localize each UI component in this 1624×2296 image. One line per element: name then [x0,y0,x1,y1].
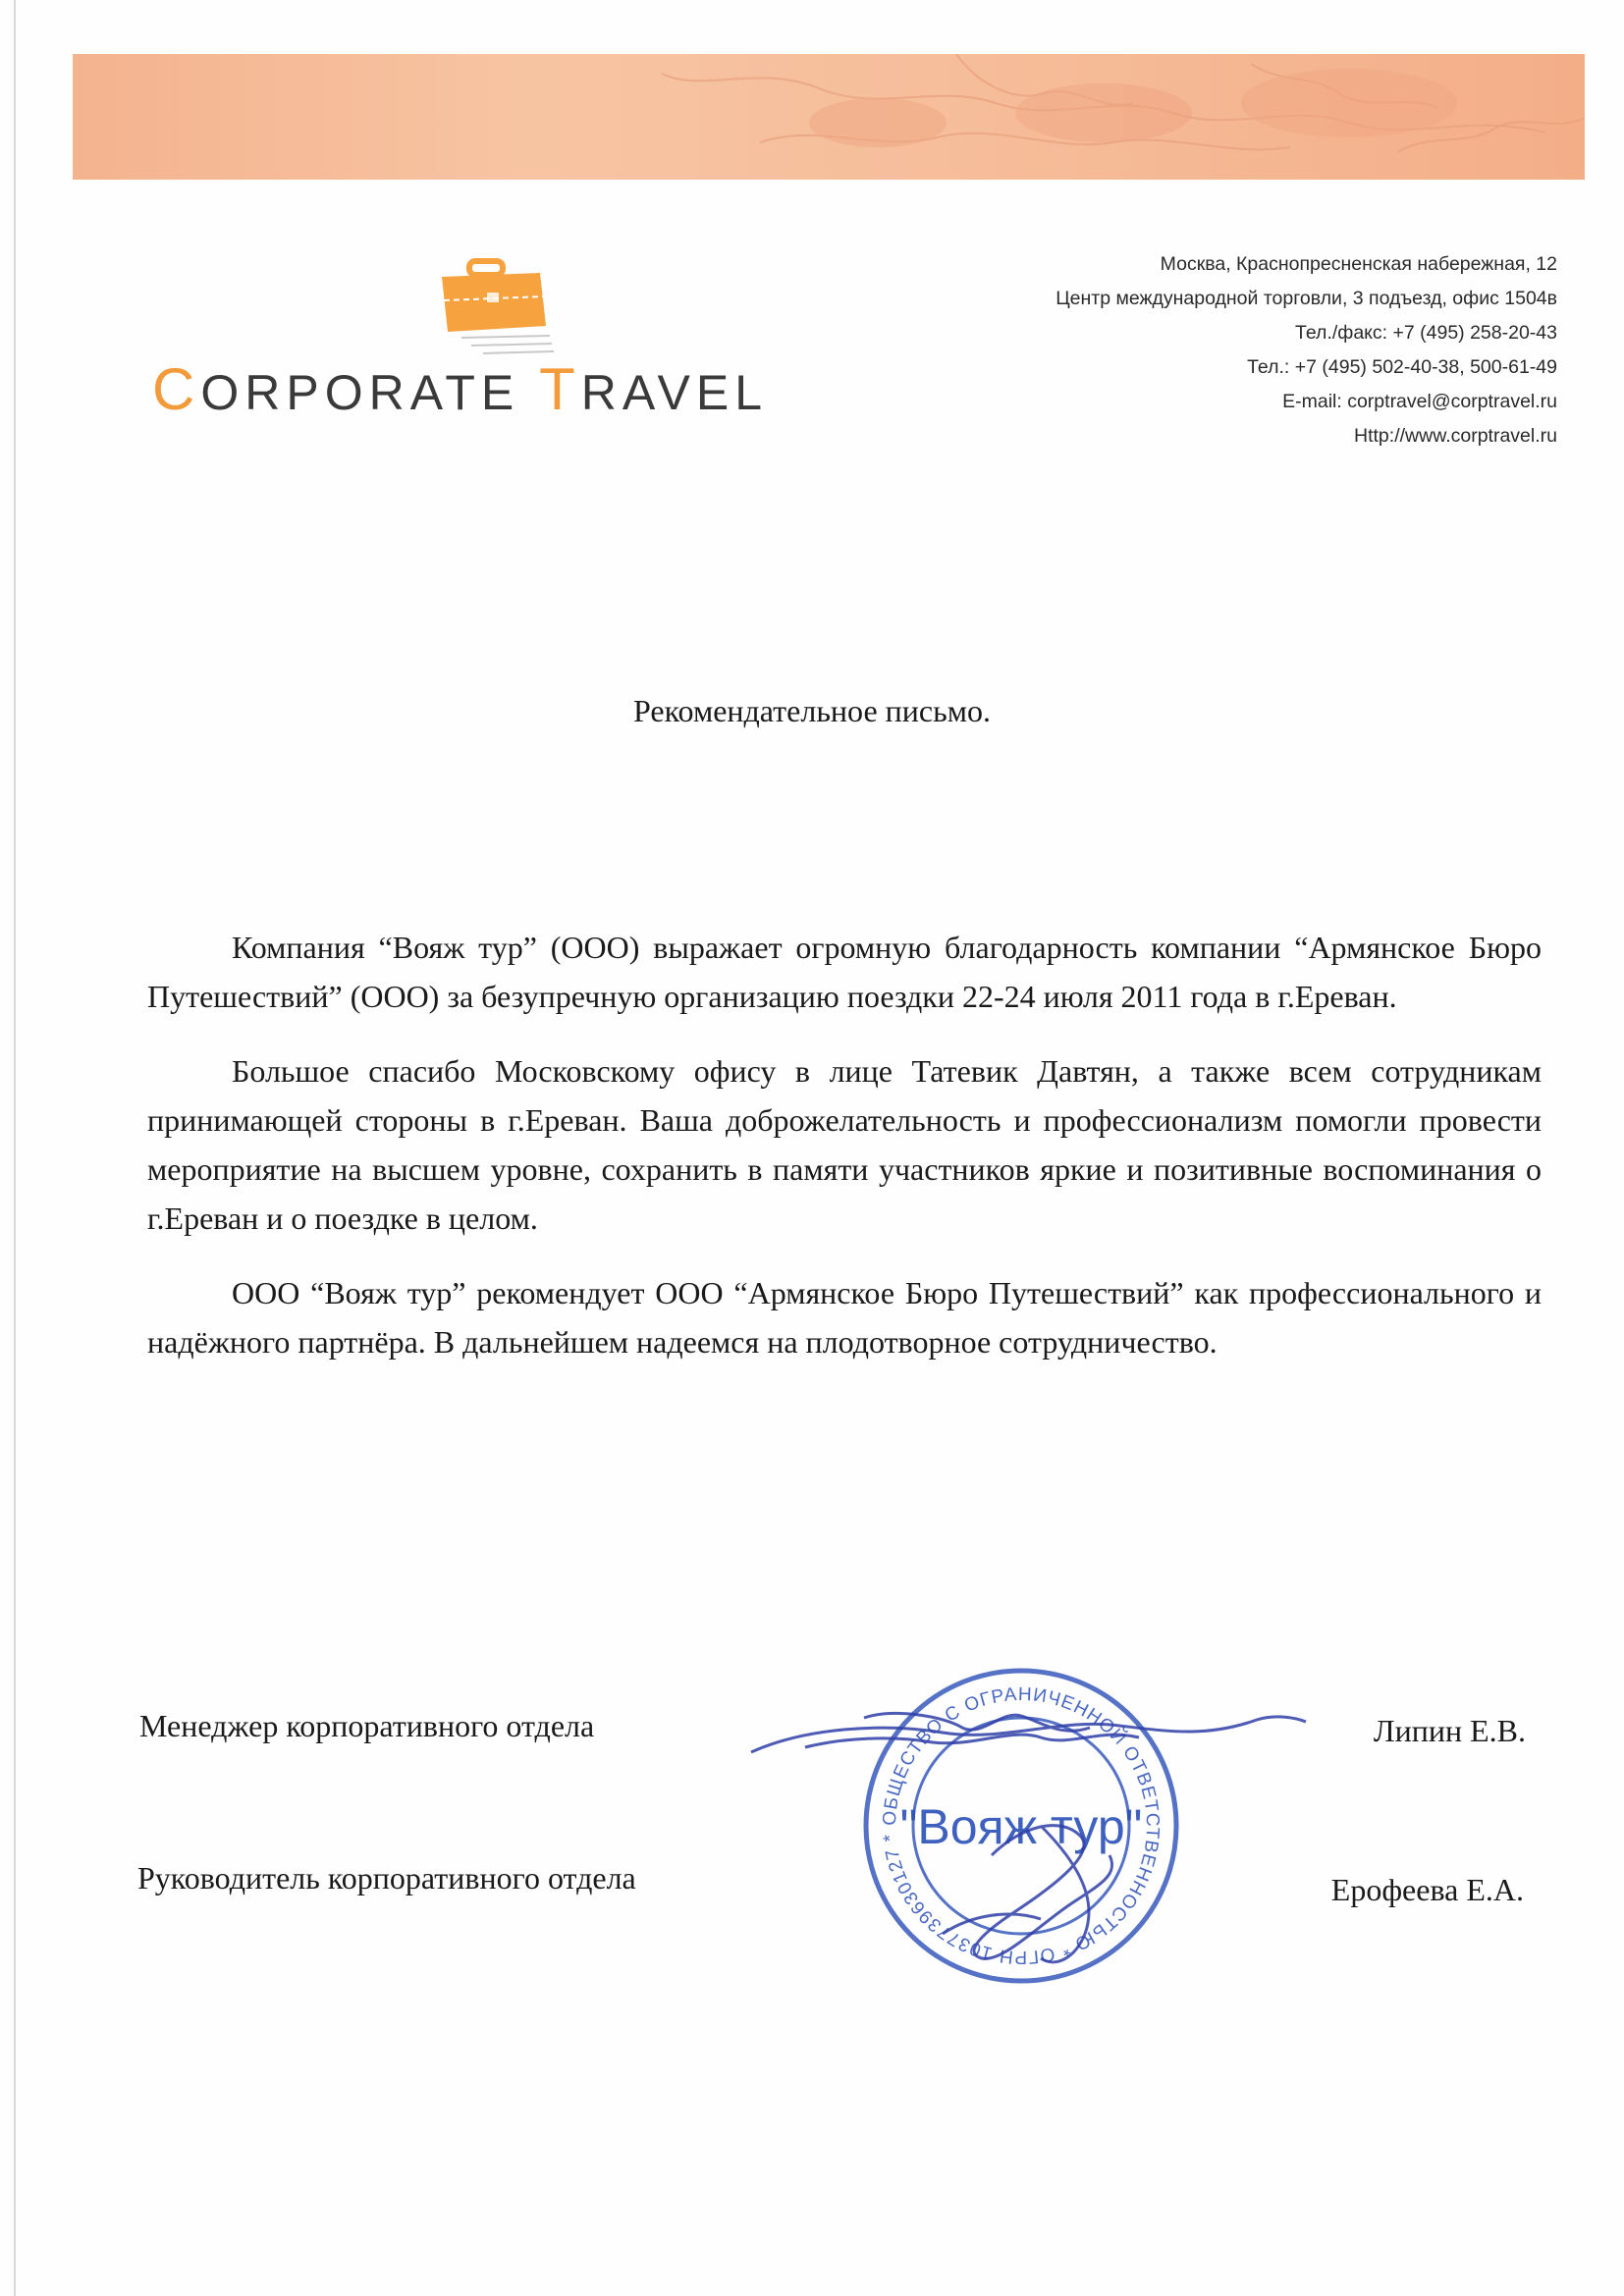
signatory-1-position: Менеджер корпоративного отдела [139,1708,595,1743]
brand-logo-text [152,355,768,423]
contact-website: Http://www.corptravel.ru [1354,425,1557,447]
world-map-graphic [73,54,1585,180]
paragraph-1: Компания “Вояж тур” (ООО) выражает огромную благодарность компании “Армянское Бюро Путешествий” (ООО) за безупречную организацию поездки 22-24 июля 2011 года в г.Ереван. [147,930,1542,1014]
contact-office: Центр международной торговли, 3 подъезд, офис 1504в [1056,288,1557,309]
brand-initial-t: T [539,356,581,422]
paragraph-3: ООО “Вояж тур” рекомендует ООО “Армянское Бюро Путешествий” как профессионального и надёжного партнёра. В дальнейшем надеемся на плодотворное сотрудничество. [147,1275,1542,1360]
brand-initial-c: C [152,356,201,422]
briefcase-icon [432,257,560,365]
stamp-center-text: "Вояж тур" [899,1799,1143,1854]
contact-phone: Тел.: +7 (495) 502-40-38, 500-61-49 [1247,356,1557,378]
brand-word-2: RAVEL [580,365,769,420]
scan-edge [14,0,16,2296]
contact-address: Москва, Краснопресненская набережная, 12 [1160,253,1557,275]
signatory-2-name: Ерофеева Е.А. [1330,1872,1524,1907]
signatory-2-position: Руководитель корпоративного отдела [137,1860,636,1896]
paragraph-2: Большое спасибо Московскому офису в лице Татевик Давтян, а также всем сотрудникам принимающей стороны в г.Ереван. Ваша доброжелательность и профессионализм помогли провести мероприятие на высшем уровне, сохранить в памяти участников яркие и позитивные воспоминания о г.Ереван и о поездке в целом. [147,1053,1542,1236]
contact-block [1056,247,1557,454]
signatory-1-name: Липин Е.В. [1373,1713,1526,1748]
handwritten-signatures [746,1708,1335,2002]
letter-body [147,923,1542,1392]
contact-fax: Тел./факс: +7 (495) 258-20-43 [1295,322,1557,344]
stamp-ring-text: ОБЩЕСТВО С ОГРАНИЧЕННОЙ ОТВЕТСТВЕННОСТЬЮ * ОГРН 1037739630127 * [879,1683,1164,1968]
header-banner [73,54,1585,180]
document-title: Рекомендательное письмо. [633,693,991,728]
brand-word-1: ORPORATE [200,365,520,420]
contact-email: E-mail: corptravel@corptravel.ru [1282,391,1557,412]
